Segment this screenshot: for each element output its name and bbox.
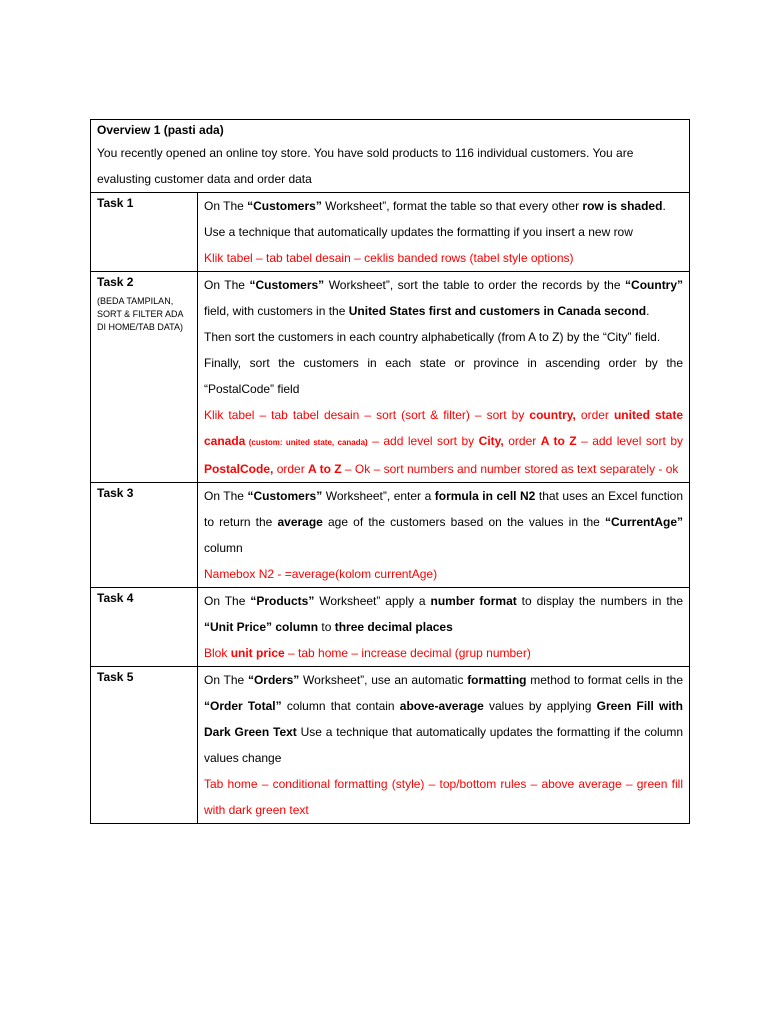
task3-label: Task 3 (97, 486, 134, 500)
overview-title: Overview 1 (pasti ada) (97, 123, 224, 137)
task-table (90, 119, 690, 824)
task5-label-cell (91, 667, 198, 824)
task1-instruction: On The “Customers” Worksheet”, format the table so that every other row is shaded. (204, 199, 666, 213)
task2-answer: Klik tabel – tab tabel desain – sort (sort & filter) – sort by country, order united state canada (custom: united state, canada) – add level sort by City, order A to Z – add level sort by PostalCode, order A to Z – Ok – sort numbers and number stored as text separately - ok (204, 408, 684, 476)
task1-instruction-2: Use a technique that automatically updates the formatting if you insert a new row (204, 225, 633, 239)
overview-row (91, 120, 690, 193)
task2-instruction-2: Then sort the customers in each country alphabetically (from A to Z) by the “City” field. (204, 330, 661, 344)
task2-note: (BEDA TAMPILAN, SORT & FILTER ADA DI HOME/TAB DATA) (97, 296, 184, 332)
task2-label-cell (91, 272, 198, 483)
task4-label: Task 4 (97, 591, 134, 605)
task5-answer: Tab home – conditional formatting (style) – top/bottom rules – above average – green fill with dark green text (204, 777, 684, 817)
task5-instruction: On The “Orders” Worksheet”, use an automatic formatting method to format cells in the “Order Total” column that contain above-average values by applying Green Fill with Dark Green Text Use a technique that automatically updates the formatting if the column values change (204, 673, 684, 765)
task3-answer: Namebox N2 - =average(kolom currentAge) (204, 567, 438, 581)
task3-label-cell (91, 483, 198, 588)
task1-row (91, 193, 690, 272)
task2-instruction: On The “Customers” Worksheet”, sort the table to order the records by the “Country” field, with customers in the United States first and customers in Canada second. (204, 278, 684, 318)
task1-content-cell (198, 193, 690, 272)
task2-instruction-3: Finally, sort the customers in each state or province in ascending order by the “PostalCode” field (204, 356, 684, 396)
task4-answer: Blok unit price – tab home – increase decimal (grup number) (204, 646, 531, 660)
overview-text: You recently opened an online toy store. You have sold products to 116 individual customers. You are evalusting customer data and order data (97, 146, 634, 186)
task1-label-cell (91, 193, 198, 272)
task2-content-cell (198, 272, 690, 483)
task2-label: Task 2 (97, 275, 134, 289)
task1-label: Task 1 (97, 196, 134, 210)
task4-row (91, 588, 690, 667)
task1-answer: Klik tabel – tab tabel desain – ceklis banded rows (tabel style options) (204, 251, 574, 265)
task5-label: Task 5 (97, 670, 134, 684)
task3-row (91, 483, 690, 588)
task4-instruction: On The “Products” Worksheet” apply a number format to display the numbers in the “Unit Price” column to three decimal places (204, 594, 684, 634)
overview-cell (91, 120, 690, 193)
task3-instruction: On The “Customers” Worksheet”, enter a formula in cell N2 that uses an Excel function to return the average age of the customers based on the values in the “CurrentAge” column (204, 489, 684, 555)
task4-content-cell (198, 588, 690, 667)
task2-row (91, 272, 690, 483)
task4-label-cell (91, 588, 198, 667)
task3-content-cell (198, 483, 690, 588)
task5-row (91, 667, 690, 824)
task5-content-cell (198, 667, 690, 824)
